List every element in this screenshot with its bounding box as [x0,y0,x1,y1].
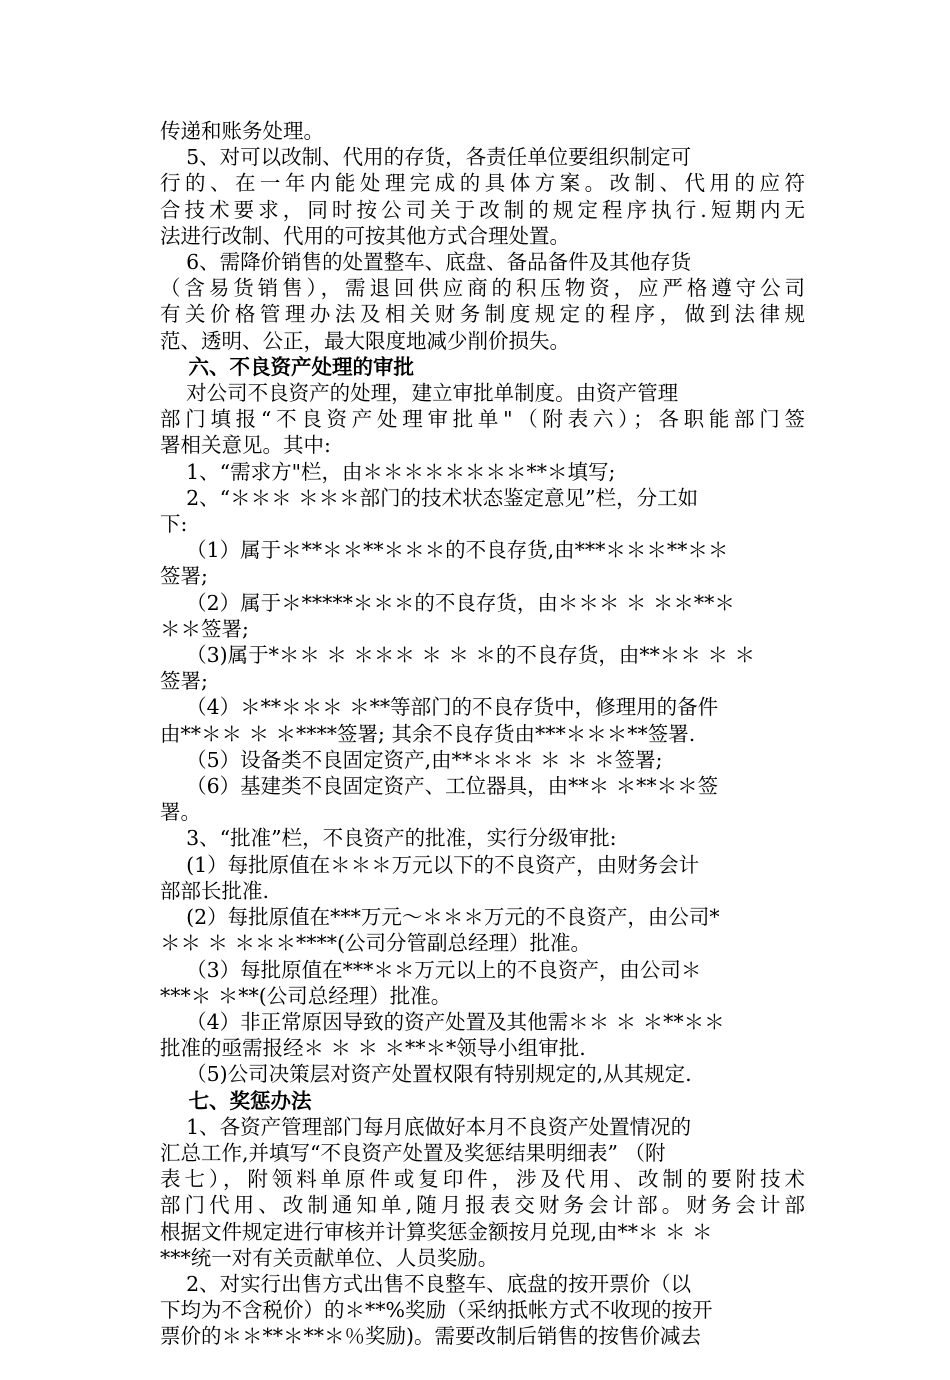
text-line: 表七），附领料单原件或复印件，涉及代用、改制的要附技术 [160,1167,805,1192]
text-line: 下: [160,512,188,537]
text-line: 2、“＊＊＊ ＊＊＊部门的技术状态鉴定意见”栏，分工如 [160,485,699,510]
text-line: （3）每批原值在***＊＊万元以上的不良资产，由公司＊ [160,957,702,982]
text-line: 1、各资产管理部门每月底做好本月不良资产处置情况的 [160,1114,692,1139]
text-line: 签署; [160,564,208,589]
text-line: 3、“批准”栏，不良资产的批准，实行分级审批: [160,826,617,851]
text-line: 下均为不含税价）的＊**%奖励（采纳抵帐方式不收现的按开 [160,1298,713,1323]
text-line: 署相关意见。其中: [160,433,331,458]
text-line: 合技术要求，同时按公司关于改制的规定程序执行.短期内无 [160,197,805,222]
text-line: （6）基建类不良固定资产、工位器具，由**＊ ＊**＊＊签 [160,774,719,799]
text-line: 部部长批准. [160,878,270,903]
section-heading: 七、奖惩办法 [160,1088,312,1113]
text-line: （含易货销售），需退回供应商的积压物资，应严格遵守公司 [160,276,805,301]
text-line: 法进行改制、代用的可按其他方式合理处置。 [160,223,570,248]
text-line: 部门代用、改制通知单,随月报表交财务会计部。财务会计部 [160,1193,805,1218]
text-line: （5）设备类不良固定资产,由**＊＊＊ ＊ ＊ ＊签署; [160,747,663,772]
text-line: 票价的＊＊**＊**＊％奖励)。需要改制后销售的按售价减去 [160,1324,701,1349]
text-line: 批准的亟需报经＊ ＊ ＊ ＊**＊*领导小组审批. [160,1036,586,1061]
text-line: 传递和账务处理。 [160,119,324,143]
text-line: (1）每批原值在＊＊＊万元以下的不良资产，由财务会计 [160,852,700,877]
text-line: （4）＊**＊＊＊ ＊**等部门的不良存货中，修理用的备件 [160,695,719,720]
text-line: 根据文件规定进行审核并计算奖惩金额按月兑现,由**＊ ＊ ＊ [160,1219,713,1244]
text-line: 由**＊＊ ＊ ＊****签署; 其余不良存货由***＊＊＊**签署. [160,721,696,746]
text-line: 签署; [160,669,208,694]
text-line: （1）属于＊**＊＊**＊＊＊的不良存货,由***＊＊＊**＊＊ [160,538,729,563]
text-line: 署。 [160,800,201,825]
text-line: 部门填报“不良资产处理审批单"（附表六）；各职能部门签 [160,407,805,432]
text-line: (2）每批原值在***万元～＊＊＊万元的不良资产，由公司* [160,905,720,930]
text-line: 1、“需求方"栏，由＊＊＊＊＊＊＊＊**＊填写; [160,459,616,484]
text-line: （3)属于*＊＊ ＊ ＊＊＊ ＊ ＊ ＊的不良存货，由**＊＊ ＊ ＊ [160,643,755,668]
text-line: 5、对可以改制、代用的存货，各责任单位要组织制定可 [160,145,692,170]
section-heading: 六、不良资产处理的审批 [160,354,415,379]
text-line: 6、需降价销售的处置整车、底盘、备品备件及其他存货 [160,250,692,275]
text-line: 对公司不良资产的处理，建立审批单制度。由资产管理 [160,381,679,406]
text-line: （2）属于＊*****＊＊＊的不良存货，由＊＊＊ ＊ ＊＊**＊ [160,590,735,615]
text-line: ＊＊ ＊ ＊＊＊****(公司分管副总经理）批准。 [160,931,592,956]
text-line: 有关价格管理办法及相关财务制度规定的程序，做到法律规 [160,302,805,327]
text-line: ＊＊签署; [160,616,249,641]
text-line: （5)公司决策层对资产处置权限有特别规定的,从其规定. [160,1062,692,1087]
text-line: 范、透明、公正，最大限度地减少削价损失。 [160,328,570,353]
text-line: ***统一对有关贡献单位、人员奖励。 [160,1245,499,1270]
text-line: ***＊ ＊**(公司总经理）批准。 [160,983,452,1008]
text-line: 2、对实行出售方式出售不良整车、底盘的按开票价（以 [160,1271,692,1296]
text-line: （4）非正常原因导致的资产处置及其他需＊＊ ＊ ＊**＊＊ [160,1009,725,1034]
text-line: 汇总工作,并填写“不良资产处置及奖惩结果明细表” （附 [160,1140,666,1165]
document-page [160,118,805,1350]
text-line: 行的、在一年内能处理完成的具体方案。改制、代用的应符 [160,171,805,196]
